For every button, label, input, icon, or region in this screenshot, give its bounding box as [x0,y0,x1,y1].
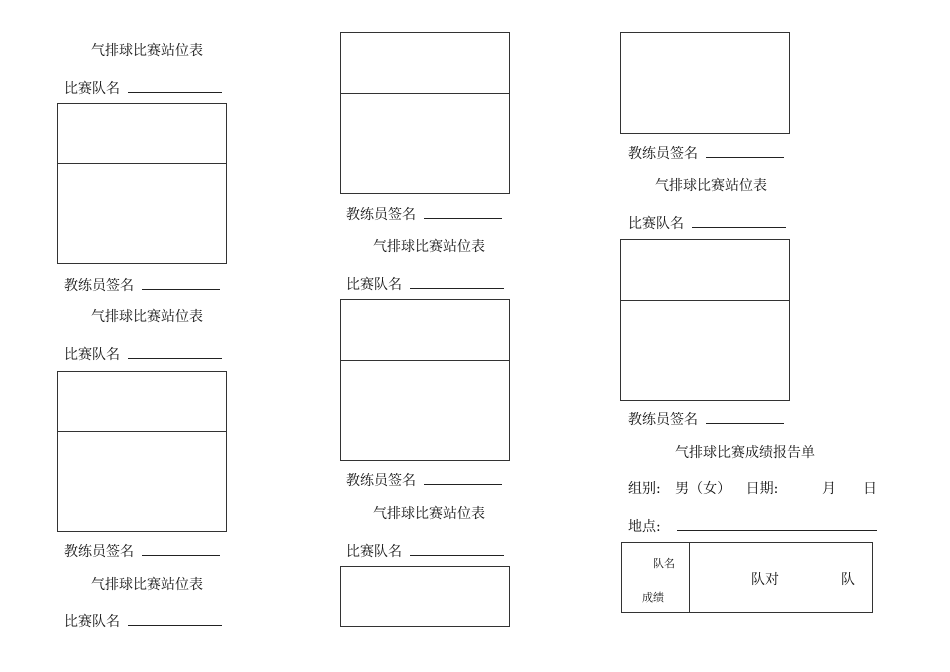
team-name-blank [410,274,504,289]
lineup-box [57,371,227,532]
lineup-box [57,103,227,264]
team-name-row [64,611,222,631]
lineup-divider [341,93,509,94]
team-name-row [346,541,504,561]
sheet-title: 气排球比赛站位表 [91,577,203,593]
coach-signature-row [628,143,784,163]
lineup-box [620,239,790,401]
lineup-box [340,566,510,627]
team-name-blank [128,78,222,93]
lineup-box [620,32,790,134]
team-name-label: 比赛队名 [628,216,684,232]
coach-signature-row [64,541,220,561]
team-name-blank [128,611,222,626]
lineup-divider [621,300,789,301]
coach-signature-blank [706,143,784,158]
score-table [621,542,873,613]
team-name-label: 比赛队名 [346,277,402,293]
report-group-row [628,480,878,498]
coach-signature-row [346,204,502,224]
sheet-title: 气排球比赛站位表 [373,239,485,255]
coach-signature-label: 教练员签名 [628,146,698,162]
coach-signature-row [346,470,502,490]
lineup-box [340,32,510,194]
coach-signature-blank [142,275,220,290]
lineup-box [340,299,510,461]
report-title: 气排球比赛成绩报告单 [675,445,815,461]
team-name-row [64,344,222,364]
coach-signature-blank [424,204,502,219]
coach-signature-row [628,409,784,429]
vs-text: 队对 [751,572,779,588]
place-label: 地点: [628,519,661,535]
team-name-label: 比赛队名 [64,347,120,363]
day-text: 日 [863,481,877,497]
team-name-label: 比赛队名 [64,81,120,97]
coach-signature-label: 教练员签名 [628,412,698,428]
team-name-label: 比赛队名 [64,614,120,630]
coach-signature-label: 教练员签名 [64,544,134,560]
gender-text: 男（女） [675,481,732,497]
coach-signature-label: 教练员签名 [346,473,416,489]
sheet-title: 气排球比赛站位表 [91,43,203,59]
coach-signature-row [64,275,220,295]
coach-signature-blank [142,541,220,556]
coach-signature-blank [424,470,502,485]
coach-signature-blank [706,409,784,424]
team-name-row [64,78,222,98]
score-table-left-cell [622,543,690,612]
team-name-blank [692,213,786,228]
place-blank [677,516,877,531]
lineup-divider [341,360,509,361]
team-name-label: 比赛队名 [346,544,402,560]
sheet-title: 气排球比赛站位表 [373,506,485,522]
team-name-blank [128,344,222,359]
score-header: 成绩 [642,591,664,604]
sheet-title: 气排球比赛站位表 [655,178,767,194]
team-name-row [346,274,504,294]
group-label: 组别: [628,481,661,497]
team-text: 队 [841,572,855,588]
lineup-divider [58,163,226,164]
coach-signature-label: 教练员签名 [346,207,416,223]
date-label: 日期: [745,481,779,497]
lineup-divider [58,431,226,432]
report-place-row [628,516,877,536]
month-text: 月 [822,481,836,497]
team-name-blank [410,541,504,556]
team-name-header: 队名 [653,557,675,570]
sheet-title: 气排球比赛站位表 [91,309,203,325]
team-name-row [628,213,786,233]
coach-signature-label: 教练员签名 [64,278,134,294]
